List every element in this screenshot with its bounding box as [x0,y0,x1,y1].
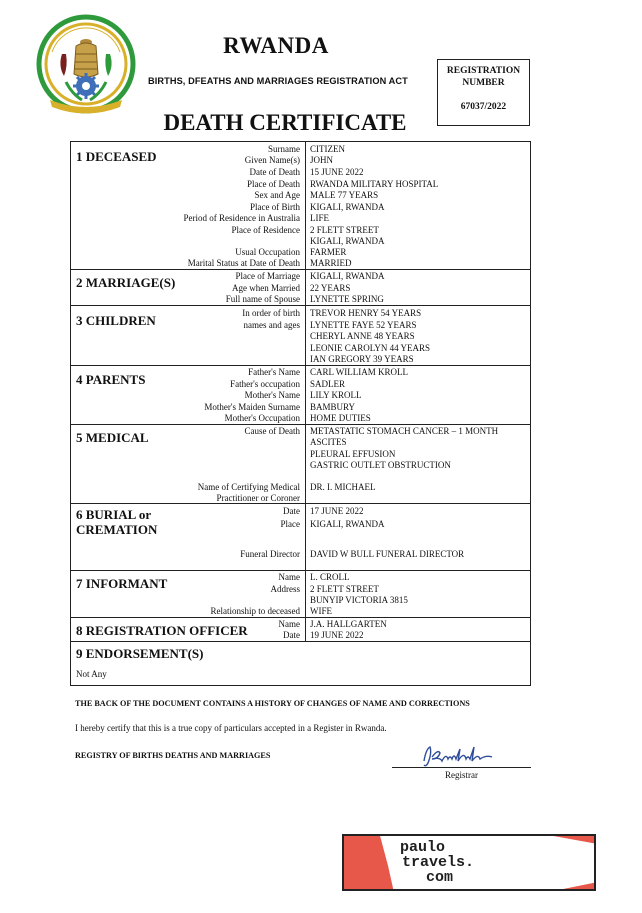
child-entry: TREVOR HENRY 54 YEARS [310,308,422,318]
field-value: MARRIED [310,258,352,268]
section-title: 7 INFORMANT [76,576,168,591]
field-value: FARMER [310,247,347,257]
field-label: Father's Name [248,367,300,377]
field-value: WIFE [310,606,332,616]
field-value: J.A. HALLGARTEN [310,619,387,629]
field-label: Age when Married [232,283,300,293]
cause-of-death: GASTRIC OUTLET OBSTRUCTION [310,460,451,470]
field-value: HOME DUTIES [310,413,371,423]
field-label: Date [283,630,300,640]
section-deceased [71,142,530,270]
country-heading: RWANDA [223,33,329,58]
field-label: names and ages [243,320,300,330]
field-value: RWANDA MILITARY HOSPITAL [310,179,439,189]
section-endorsement [71,642,530,685]
section-burial [71,504,530,571]
section-title: 2 MARRIAGE(S) [76,275,176,290]
field-value: 15 JUNE 2022 [310,167,364,177]
section-title: 9 ENDORSEMENT(S) [76,646,204,661]
signature-line [392,767,531,768]
field-label: Sex and Age [254,190,300,200]
registrar-label: Registrar [445,770,478,780]
field-label: Period of Residence in Australia [183,213,300,223]
field-value: KIGALI, RWANDA [310,519,385,529]
field-label: Marital Status at Date of Death [187,258,300,268]
watermark-text [400,840,474,885]
field-label: Place [280,519,300,529]
field-value: LYNETTE SPRING [310,294,384,304]
field-label: Place of Marriage [235,271,300,281]
child-entry: IAN GREGORY 39 YEARS [310,354,414,364]
field-label: Date of Death [249,167,300,177]
child-entry: LEONIE CAROLYN 44 YEARS [310,343,431,353]
field-value: JOHN [310,155,334,165]
field-label: Given Name(s) [244,155,300,165]
watermark-line-2: travels. [402,854,475,871]
registration-number-box [437,59,530,126]
field-label: Place of Residence [231,225,300,235]
back-of-document-note: THE BACK OF THE DOCUMENT CONTAINS A HISTORY OF CHANGES OF NAME AND CORRECTIONS [75,699,470,708]
field-value: BAMBURY [310,402,356,412]
field-value: CARL WILLIAM KROLL [310,367,408,377]
section-title: CREMATION [76,522,158,537]
field-label: Relationship to deceased [210,606,300,616]
child-entry: CHERYL ANNE 48 YEARS [310,331,415,341]
field-label: Cause of Death [244,426,300,436]
field-label: Date [283,506,300,516]
watermark-line-1: paulo [400,839,446,856]
field-value: 19 JUNE 2022 [310,630,364,640]
section-medical [71,425,530,504]
field-value: BUNYIP VICTORIA 3815 [310,595,408,605]
field-label: Mother's Maiden Surname [204,402,300,412]
registry-name: REGISTRY OF BIRTHS DEATHS AND MARRIAGES [75,751,271,760]
cause-of-death: ASCITES [310,437,347,447]
section-marriage [71,270,530,306]
section-title: 6 BURIAL or [76,507,152,522]
endorsement-value: Not Any [76,669,107,679]
field-value: LIFE [310,213,329,223]
field-value: L. CROLL [310,572,350,582]
field-label: Address [270,584,300,594]
section-title: 1 DECEASED [76,149,157,164]
cause-of-death: METASTATIC STOMACH CANCER – 1 MONTH [310,426,499,436]
field-value: DAVID W BULL FUNERAL DIRECTOR [310,549,465,559]
field-label: In order of birth [242,308,300,318]
field-value: CITIZEN [310,144,345,154]
field-value: MALE 77 YEARS [310,190,379,200]
section-title: 8 REGISTRATION OFFICER [76,623,248,638]
field-value: 2 FLETT STREET [310,225,379,235]
cause-of-death: PLEURAL EFFUSION [310,449,396,459]
section-registration-officer [71,618,530,642]
certification-statement: I hereby certify that this is a true copy of particulars accepted in a Register in Rwanda. [75,723,387,733]
registration-label: REGISTRATION [446,66,521,76]
field-value: SADLER [310,379,346,389]
field-label: Mother's Occupation [224,413,300,423]
watermark-line-3: com [426,869,454,886]
field-label: Place of Death [247,179,300,189]
field-label: Name [278,572,300,582]
field-value: LILY KROLL [310,390,362,400]
field-label: Name of Certifying Medical [197,482,300,492]
document-title: DEATH CERTIFICATE [163,110,407,135]
field-value: DR. I. MICHAEL [310,482,376,492]
field-value: 22 YEARS [310,283,351,293]
field-value: KIGALI, RWANDA [310,202,385,212]
field-label: Place of Birth [250,202,300,212]
section-title: 5 MEDICAL [76,430,149,445]
section-parents [71,366,530,425]
rwanda-coat-of-arms-seal [36,14,136,118]
field-value: 2 FLETT STREET [310,584,379,594]
field-value: KIGALI, RWANDA [310,236,385,246]
registration-number: 67037/2022 [460,102,507,112]
section-title: 3 CHILDREN [76,313,156,328]
field-value: KIGALI, RWANDA [310,271,385,281]
field-label: Mother's Name [244,390,300,400]
field-value: 17 JUNE 2022 [310,506,364,516]
certificate-table [70,141,531,686]
field-label: Surname [268,144,300,154]
registration-act-title: BIRTHS, DFEATHS AND MARRIAGES REGISTRATION ACT [148,76,408,86]
section-children [71,306,530,366]
field-label: Full name of Spouse [225,294,300,304]
field-label: Father's occupation [230,379,300,389]
paulo-travels-watermark-logo [342,834,596,891]
field-label: Name [278,619,300,629]
section-informant [71,571,530,618]
child-entry: LYNETTE FAYE 52 YEARS [310,320,417,330]
field-label: Funeral Director [240,549,300,559]
number-label: NUMBER [462,78,505,88]
field-label: Practitioner or Coroner [216,493,300,503]
section-title: 4 PARENTS [76,372,146,387]
registrar-signature [420,743,500,769]
field-label: Usual Occupation [235,247,300,257]
